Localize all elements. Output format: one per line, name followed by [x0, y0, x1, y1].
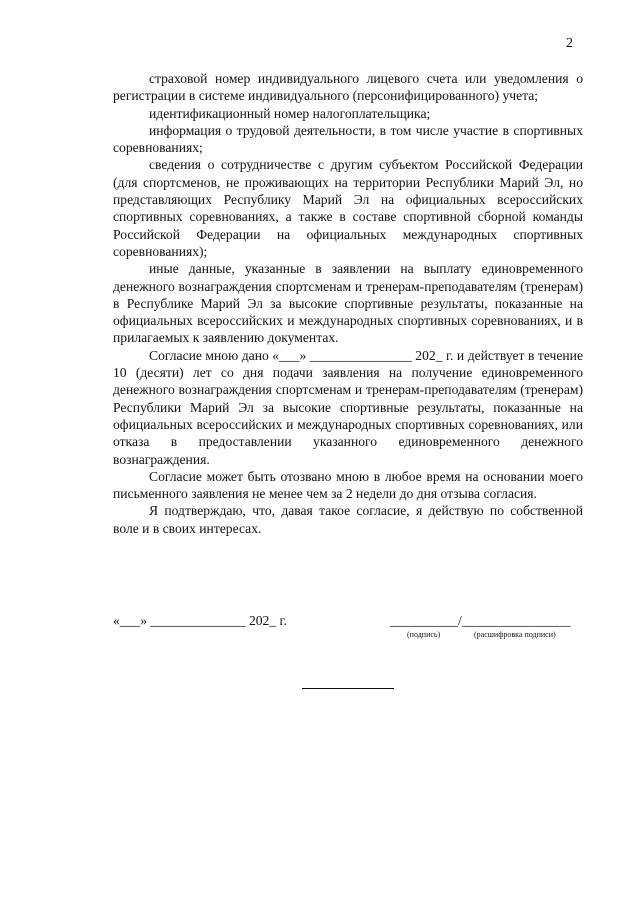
end-divider	[302, 688, 394, 689]
signature-decode-caption: (расшифровка подписи)	[474, 630, 556, 639]
paragraph-inn: идентификационный номер налогоплательщика;	[149, 105, 431, 121]
signature-line: __________/________________	[390, 613, 571, 628]
paragraph-cooperation: сведения о сотрудничестве с другим субъектом Российской Федерации (для спортсменов, не проживающих на территории Республики Марий Эл, но представляющих Республику Марий Эл на официальных всероссийских спортивных соревнованиях, а также в составе спортивной сборной команды Российской Федерации на официальных международных спортивных соревнованиях);	[113, 157, 583, 259]
paragraph-consent-term: Согласие мною дано «___» _______________ 202_ г. и действует в течение 10 (десяти) лет со дня подачи заявления на получение единовременного денежного вознаграждения спортсменам и тренерам-преподавателям (тренерам) Республики Марий Эл за высокие спортивные результаты, показанные на официальных всероссийских и международных спортивных соревнованиях, или отказа в предоставлении указанного единовременного денежного вознаграждения.	[113, 347, 583, 467]
paragraph-other-data: иные данные, указанные в заявлении на выплату единовременного денежного вознаграждения спортсменам и тренерам-преподавателям (тренерам) в Республике Марий Эл за высокие спортивные результаты, показанные на официальных всероссийских и международных спортивных соревнованиях, и в прилагаемых к заявлению документах.	[113, 261, 583, 346]
page-number: 2	[566, 36, 573, 51]
paragraph-work-info: информация о трудовой деятельности, в том числе участие в спортивных соревнованиях;	[113, 122, 583, 156]
signature-date-line: «___» ______________ 202_ г.	[113, 613, 287, 628]
signature-block	[113, 613, 583, 653]
paragraph-confirmation: Я подтверждаю, что, давая такое согласие, я действую по собственной воле и в своих интересах.	[113, 503, 583, 536]
signature-caption: (подпись)	[407, 630, 441, 639]
paragraph-snils: страховой номер индивидуального лицевого счета или уведомления о регистрации в системе индивидуального (персонифицированного) учета;	[113, 71, 583, 104]
document-body	[113, 70, 583, 537]
paragraph-revocation: Согласие может быть отозвано мною в любое время на основании моего письменного заявления не менее чем за 2 недели до дня отзыва согласия.	[113, 468, 583, 502]
